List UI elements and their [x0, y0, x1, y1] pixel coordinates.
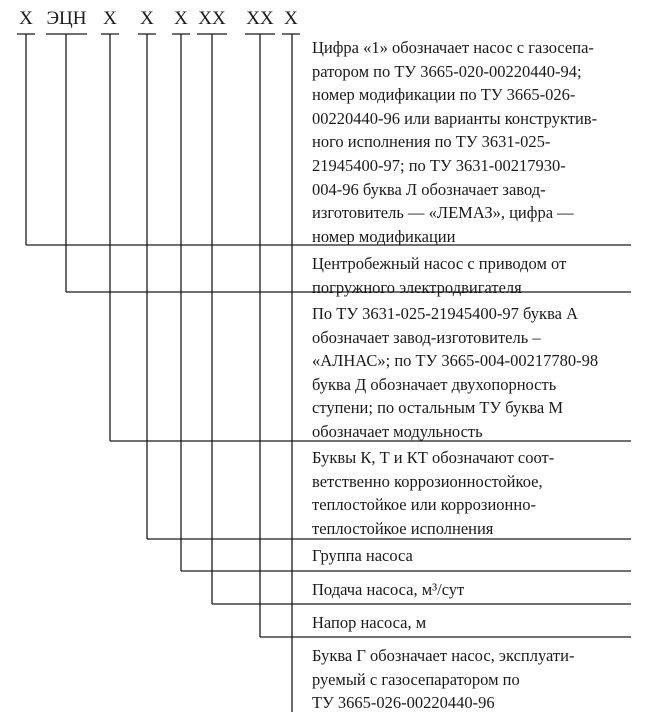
description-line: ступени; по остальным ТУ буква М [312, 398, 564, 418]
description-line: теплостойкое или коррозионно- [312, 495, 536, 515]
code-c2: ЭЦН [46, 8, 87, 29]
description-6 [312, 578, 642, 602]
description-line: ратором по ТУ 3665-020-00220440-94; [312, 61, 582, 81]
description-1 [312, 36, 642, 248]
description-line: теплостойкое исполнения [312, 518, 494, 538]
description-line: По ТУ 3631-025-21945400-97 буква А [312, 304, 579, 323]
description-line: Группа насоса [312, 546, 413, 565]
description-line: ветственно коррозионностойкое, [312, 471, 543, 491]
description-line: изготовитель — «ЛЕМАЗ», цифра — [312, 203, 574, 223]
code-c1: Х [19, 8, 33, 29]
description-line: обозначает завод-изготовитель – [312, 327, 541, 347]
description-line: 004-96 буква Л обозначает завод- [312, 179, 546, 199]
description-line: руемый с газосепаратором по [312, 669, 520, 689]
description-5 [312, 544, 642, 568]
description-line: Цифра «1» обозначает насос с газосепа- [312, 38, 594, 57]
description-line: Буквы К, Т и КТ обозначают соот- [312, 448, 555, 467]
code-c5: Х [174, 8, 188, 29]
description-8 [312, 644, 642, 715]
description-line: «АЛНАС»; по ТУ 3665-004-00217780-98 [312, 351, 599, 371]
description-line: Подача насоса, м³/сут [312, 580, 465, 599]
description-line: Центробежный насос с приводом от [312, 254, 567, 273]
description-2 [312, 252, 642, 299]
designation-formula [0, 0, 658, 40]
code-c8: Х [284, 8, 298, 29]
description-line: буква Д обозначает двухопорность [312, 374, 557, 394]
description-line: ного исполнения по ТУ 3631-025- [312, 132, 551, 152]
description-line: ТУ 3665-026-00220440-96 [312, 693, 495, 713]
code-c3: Х [103, 8, 117, 29]
code-c7: ХХ [246, 8, 274, 29]
description-line: номер модификации [312, 226, 456, 246]
description-7 [312, 611, 642, 635]
description-3 [312, 302, 642, 444]
description-line: Буква Г обозначает насос, эксплуати- [312, 646, 575, 665]
description-line: Напор насоса, м [312, 613, 427, 632]
description-line: погружного электродвигателя [312, 277, 522, 297]
description-line: 00220440-96 или варианты конструктив- [312, 108, 598, 128]
code-c6: ХХ [198, 8, 226, 29]
description-4 [312, 446, 642, 540]
description-line: номер модификации по ТУ 3665-026- [312, 85, 576, 105]
description-line: обозначает модульность [312, 421, 483, 441]
code-c4: Х [140, 8, 154, 29]
description-line: 21945400-97; по ТУ 3631-00217930- [312, 155, 566, 175]
